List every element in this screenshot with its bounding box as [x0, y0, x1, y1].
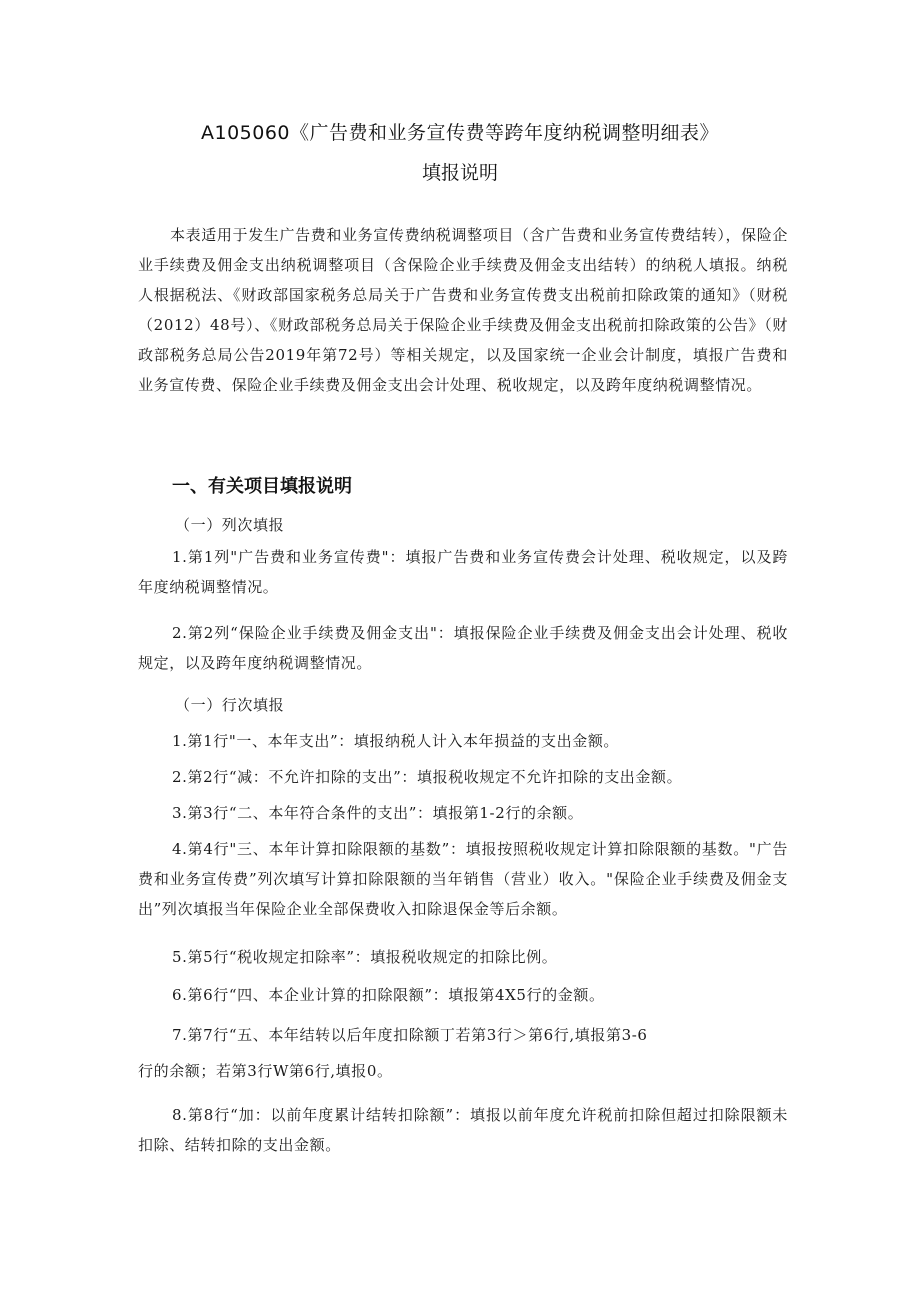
document-title: A105060《广告费和业务宣传费等跨年度纳税调整明细表》: [200, 122, 720, 144]
row-5-paragraph: 5.第5行“税收规定扣除率”：填报税收规定的扣除比例。: [172, 948, 558, 966]
section-heading: 一、有关项目填报说明: [172, 476, 352, 497]
row-2-paragraph: 2.第2行“减：不允许扣除的支出”：填报税收规定不允许扣除的支出金额。: [172, 768, 683, 786]
column-1-paragraph: 1.第1列"广告费和业务宣传费"：填报广告费和业务宣传费会计处理、税收规定，以及跨年度纳税调整情况。: [138, 548, 788, 596]
row-4-paragraph: 4.第4行"三、本年计算扣除限额的基数”：填报按照税收规定计算扣除限额的基数。"广告费和业务宣传费”列次填写计算扣除限额的当年销售（营业）收入。"保险企业手续费及佣金支出”列次填报当年保险企业全部保费收入扣除退保金等后余额。: [138, 840, 788, 918]
row-3-paragraph: 3.第3行“二、本年符合条件的支出”：填报第1-2行的余额。: [172, 804, 584, 822]
column-2-paragraph: 2.第2列“保险企业手续费及佣金支出"：填报保险企业手续费及佣金支出会计处理、税收规定，以及跨年度纳税调整情况。: [138, 624, 788, 672]
row-1-paragraph: 1.第1行"一、本年支出”：填报纳税人计入本年损益的支出金额。: [172, 732, 620, 750]
row-7-line-2: 行的余额；若第3行W第6行,填报0。: [138, 1062, 393, 1080]
row-7-line-1: 7.第7行“五、本年结转以后年度扣除额丁若第3行＞第6行,填报第3-6: [172, 1026, 648, 1044]
row-6-paragraph: 6.第6行“四、本企业计算的扣除限额”：填报第4X5行的金额。: [172, 986, 605, 1004]
document-subtitle: 填报说明: [421, 162, 498, 184]
intro-paragraph: 本表适用于发生广告费和业务宣传费纳税调整项目（含广告费和业务宣传费结转），保险企业手续费及佣金支出纳税调整项目（含保险企业手续费及佣金支出结转）的纳税人填报。纳税人根据税法、《财政部国家税务总局关于广告费和业务宣传费支出税前扣除政策的通知》（财税（2012）48号）、《财政部税务总局关于保险企业手续费及佣金支出税前扣除政策的公告》（财政部税务总局公告2019年第72号）等相关规定，以及国家统一企业会计制度，填报广告费和业务宣传费、保险企业手续费及佣金支出会计处理、税收规定，以及跨年度纳税调整情况。: [138, 226, 788, 394]
column-subheading: （一）列次填报: [175, 516, 285, 534]
row-8-paragraph: 8.第8行“加：以前年度累计结转扣除额”：填报以前年度允许税前扣除但超过扣除限额未扣除、结转扣除的支出金额。: [138, 1106, 788, 1154]
row-subheading: （一）行次填报: [175, 696, 285, 714]
